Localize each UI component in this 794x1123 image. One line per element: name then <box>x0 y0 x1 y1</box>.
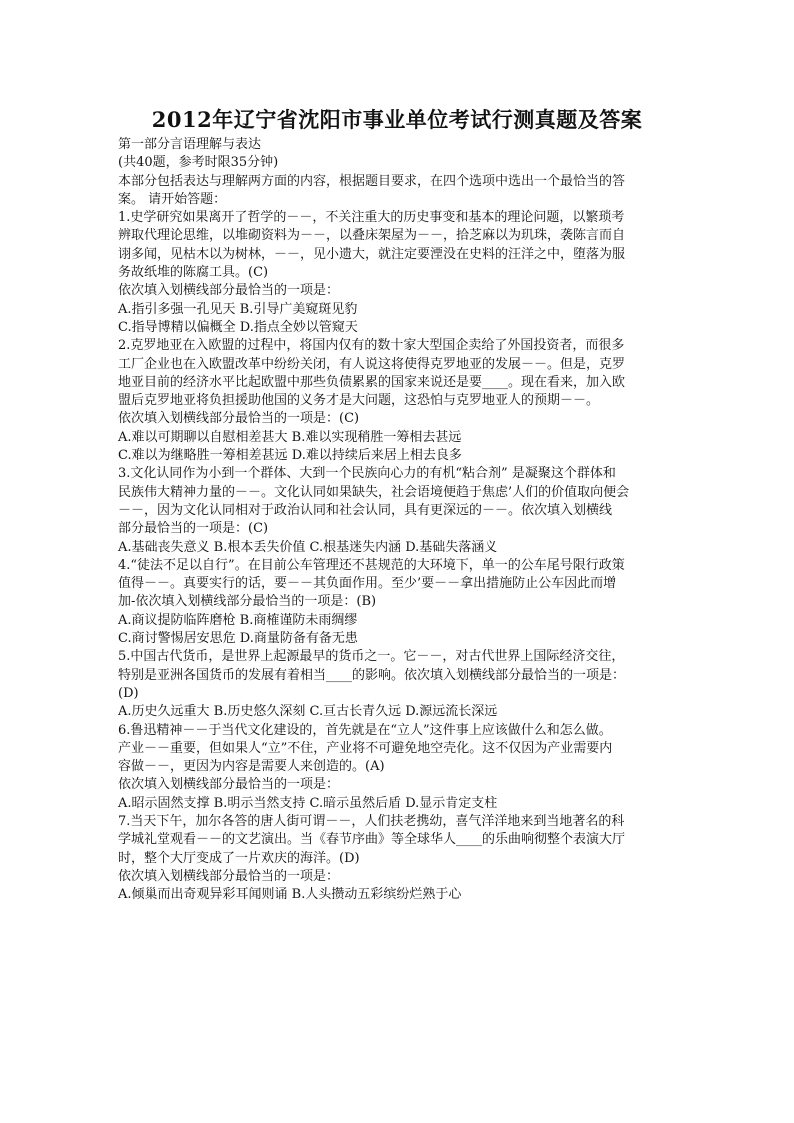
text-line: －－，因为文化认同相对于政治认同和社会认同，具有更深远的－－。依次填入划横线 <box>118 502 613 518</box>
text-line: 盟后克罗地亚将负担援助他国的义务才是大问题，这恐怕与克罗地亚人的预期－－。 <box>118 393 600 409</box>
text-line: A.历史久远重大 B.历史悠久深刻 C.亘古长青久远 D.源远流长深远 <box>118 704 498 720</box>
text-line: 2.克罗地亚在入欧盟的过程中，将国内仅有的数十家大型国企卖给了外国投资者，而很多 <box>118 338 625 354</box>
text-line: (共40题，参考时限35分钟) <box>118 155 279 171</box>
text-line: 5.中国古代货币，是世界上起源最早的货币之一。它－－，对古代世界上国际经济交往， <box>118 649 625 665</box>
text-line: 民族伟大精神力量的－－。文化认同如果缺失，社会语境便趋于焦虑’人们的价值取向便会 <box>118 484 630 500</box>
text-line: 1.史学研究如果离开了哲学的－－，不关注重大的历史事变和基本的理论问题，以繁琐考 <box>118 210 625 226</box>
text-line: 依次填入划横线部分最恰当的一项是： <box>118 777 340 793</box>
text-line: 案。 请开始答题： <box>118 191 227 207</box>
text-line: 部分最恰当的一项是：(C) <box>118 521 269 537</box>
text-line: 特别是亚洲各国货币的发展有着相当____的影响。依次填入划横线部分最恰当的一项是： <box>118 667 626 683</box>
text-line: C.难以为继略胜一筹相差甚远 D.难以持续后来居上相去良多 <box>118 448 462 464</box>
text-line: 容做－－，更因为内容是需要人来创造的。(A) <box>118 759 385 775</box>
text-line: 地亚目前的经济水平比起欧盟中那些负债累累的国家来说还是要____。现在看来，加入欧 <box>118 374 626 390</box>
text-line: 依次填入划横线部分最恰当的一项是：(C) <box>118 411 360 427</box>
text-line: 3.文化认同作为小到一个群体、大到一个民族向心力的有机“粘合剂” 是凝聚这个群体和 <box>118 466 616 482</box>
text-line: 产业－－重要，但如果人“立”不住，产业将不可避免地空壳化。这不仅因为产业需要内 <box>118 740 613 756</box>
text-line: C.指导博精以偏概全 D.指点全妙以管窥天 <box>118 319 358 335</box>
text-line: 第一部分言语理解与表达 <box>118 137 262 152</box>
text-line: 依次填入划横线部分最恰当的一项是： <box>118 868 340 884</box>
text-line: A.昭示固然支撑 B.明示当然支持 C.暗示虽然后盾 D.显示肯定支柱 <box>118 795 498 811</box>
text-line: 值得－－。真要实行的话，要－－其负面作用。至少’要－－拿出措施防止公车因此而增 <box>118 576 617 592</box>
text-line: A.难以可期聊以自慰相差甚大 B.难以实现稍胜一筹相去甚远 <box>118 429 462 445</box>
text-line: 辨取代理论思维，以堆砌资料为－－，以叠床架屋为－－，拾芝麻以为玑珠，袭陈言而自 <box>118 228 626 244</box>
text-line: A.倾巢而出奇观异彩耳闻则诵 B.人头攒动五彩缤纷烂熟于心 <box>118 887 462 903</box>
text-line: 时，整个大厅变成了一片欢庆的海洋。(D) <box>118 850 360 866</box>
text-line: 4.“徒法不足以自行”。在目前公车管理还不甚规范的大环境下，单一的公车尾号限行政策 <box>118 557 625 573</box>
text-line: 7.当天下午，加尔各答的唐人街可谓－－，人们扶老携幼，喜气洋洋地来到当地著名的科 <box>118 813 625 829</box>
text-line: 工厂企业也在入欧盟改革中纷纷关闭，有人说这将使得克罗地亚的发展－－。但是，克罗 <box>118 356 626 372</box>
text-line: A.商议提防临阵磨枪 B.商榷谨防未雨绸缪 <box>118 612 358 628</box>
text-line: C.商讨警惕居安思危 D.商量防备有备无患 <box>118 631 358 647</box>
text-line: (D) <box>118 685 139 701</box>
text-line: A.指引多强一孔见天 B.引导广美窥斑见豹 <box>118 301 358 317</box>
document-body <box>118 136 678 904</box>
text-line: 务故纸堆的陈腐工具。(C) <box>118 265 269 281</box>
text-line: 本部分包括表达与理解两方面的内容，根据题目要求，在四个选项中选出一个最恰当的答 <box>118 173 626 189</box>
text-line: 6.鲁迅精神－－于当代文化建设的，首先就是在“立人”这件事上应该做什么和怎么做。 <box>118 722 612 738</box>
text-line: A.基础丧失意义 B.根本丢失价值 C.根基迷失内涵 D.基础失落涵义 <box>118 539 498 555</box>
text-line: 诩多闻，见枯木以为树林，－－，见小遗大，就注定要湮没在史料的汪洋之中，堕落为服 <box>118 246 626 262</box>
text-line: 加-依次填入划横线部分最恰当的一项是：(B) <box>118 594 377 610</box>
document-title: 2012年辽宁省沈阳市事业单位考试行测真题及答案 <box>151 107 643 132</box>
text-line: 学城礼堂观看－－的文艺演出。当《春节序曲》等全球华人____的乐曲响彻整个表演大厅 <box>118 832 626 848</box>
text-line: 依次填入划横线部分最恰当的一项是： <box>118 283 340 299</box>
